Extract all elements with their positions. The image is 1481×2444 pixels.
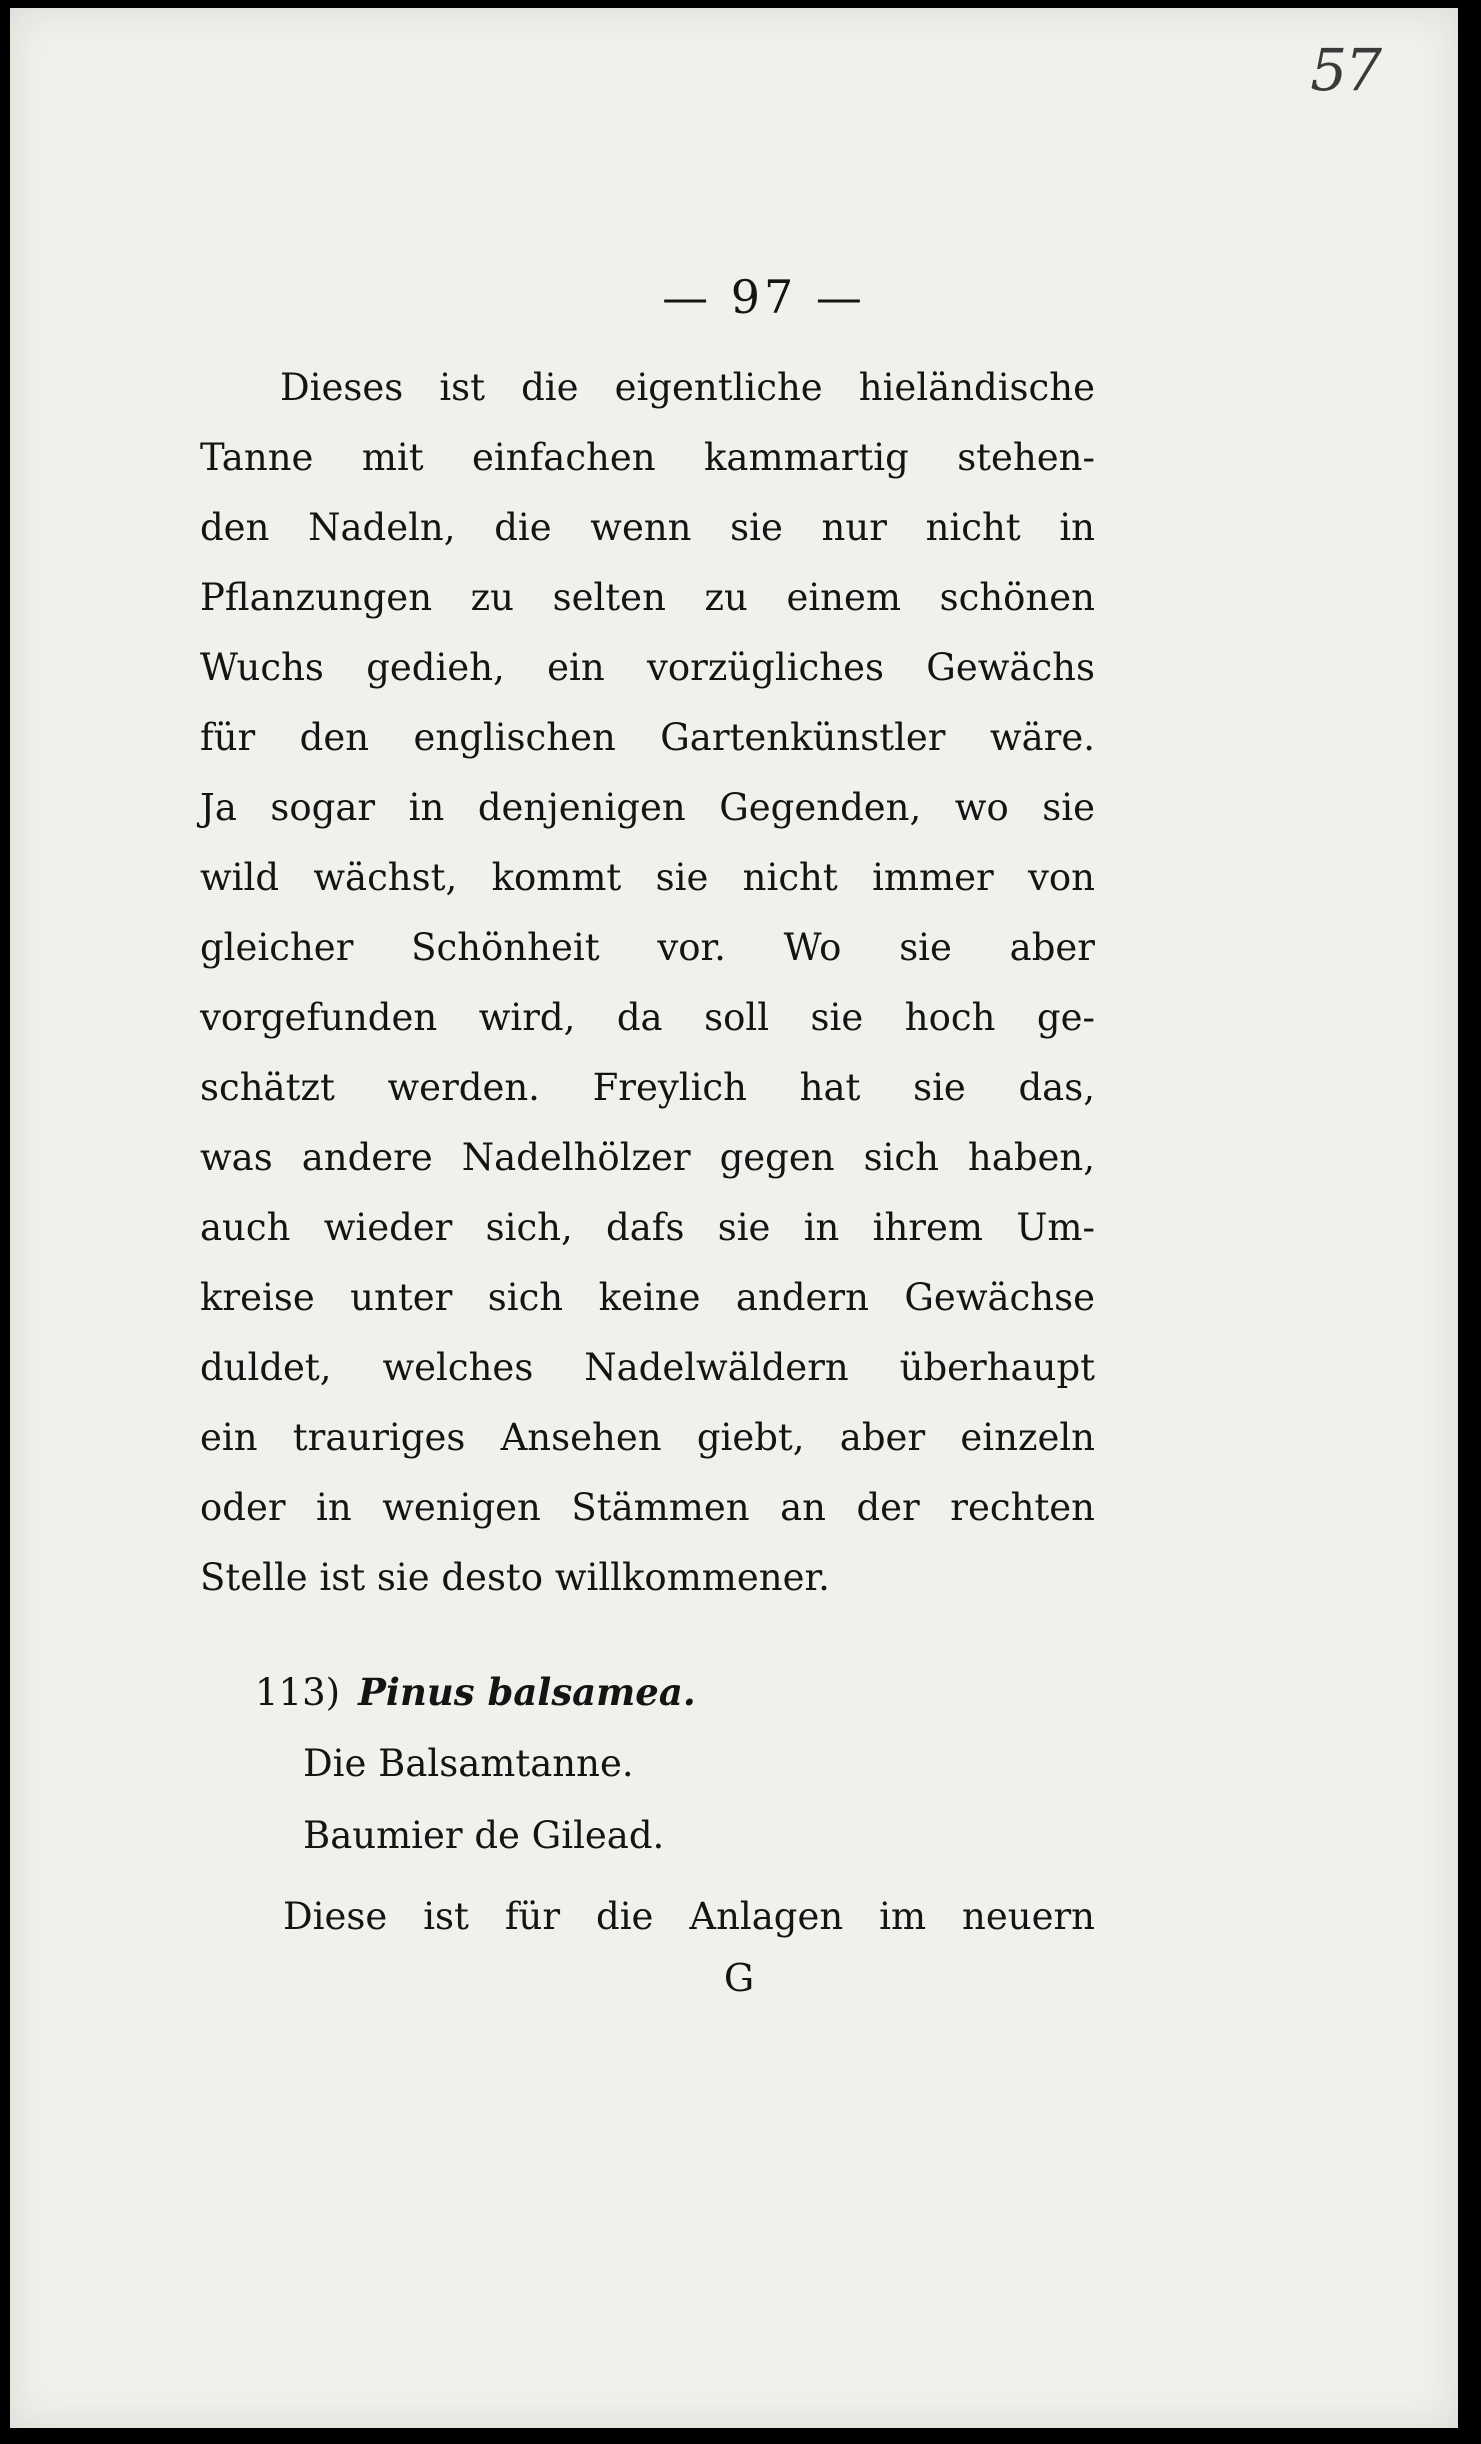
text-line: was andere Nadelhölzer gegen sich haben, — [200, 1136, 1095, 1179]
text-line: kreise unter sich keine andern Gewächse — [200, 1276, 1095, 1319]
paragraph-main — [200, 353, 1095, 1613]
text-line: den Nadeln, die wenn sie nur nicht in — [200, 506, 1095, 549]
text-line: vorgefunden wird, da soll sie hoch ge- — [200, 996, 1095, 1039]
page-number: — 97 — — [662, 270, 866, 324]
text-line: duldet, welches Nadelwäldern überhaupt — [200, 1346, 1095, 1389]
paragraph-continued: Diese ist für die Anlagen im neuern — [283, 1895, 1095, 1938]
text-line: Ja sogar in denjenigen Gegenden, wo sie — [200, 786, 1095, 829]
text-line: auch wieder sich, dafs sie in ihrem Um- — [200, 1206, 1095, 1249]
text-line: Stelle ist sie desto willkommener. — [200, 1556, 830, 1599]
text-line: oder in wenigen Stämmen an der rechten — [200, 1486, 1095, 1529]
species-heading — [255, 1656, 696, 1728]
text-line: schätzt werden. Freylich hat sie das, — [200, 1066, 1095, 1109]
text-line: Wuchs gedieh, ein vorzügliches Gewächs — [200, 646, 1095, 689]
text-line: wild wächst, kommt sie nicht immer von — [200, 856, 1095, 899]
text-line: ein trauriges Ansehen giebt, aber einzeln — [200, 1416, 1095, 1459]
signature-mark: G — [723, 1956, 755, 2000]
french-name: Baumier de Gilead. — [303, 1814, 665, 1857]
text-line: Pflanzungen zu selten zu einem schönen — [200, 576, 1095, 619]
german-name: Die Balsamtanne. — [303, 1742, 634, 1785]
handwritten-page-note: 57 — [1310, 36, 1380, 104]
species-entry — [255, 1656, 696, 1872]
text-line: Dieses ist die eigentliche hieländische — [280, 366, 1095, 409]
book-page — [10, 8, 1458, 2428]
text-line: Tanne mit einfachen kammartig stehen- — [200, 436, 1095, 479]
text-line: für den englischen Gartenkünstler wäre. — [200, 716, 1095, 759]
entry-number: 113) — [255, 1671, 341, 1714]
text-line: gleicher Schönheit vor. Wo sie aber — [200, 926, 1095, 969]
latin-name: Pinus balsamea. — [358, 1670, 696, 1714]
